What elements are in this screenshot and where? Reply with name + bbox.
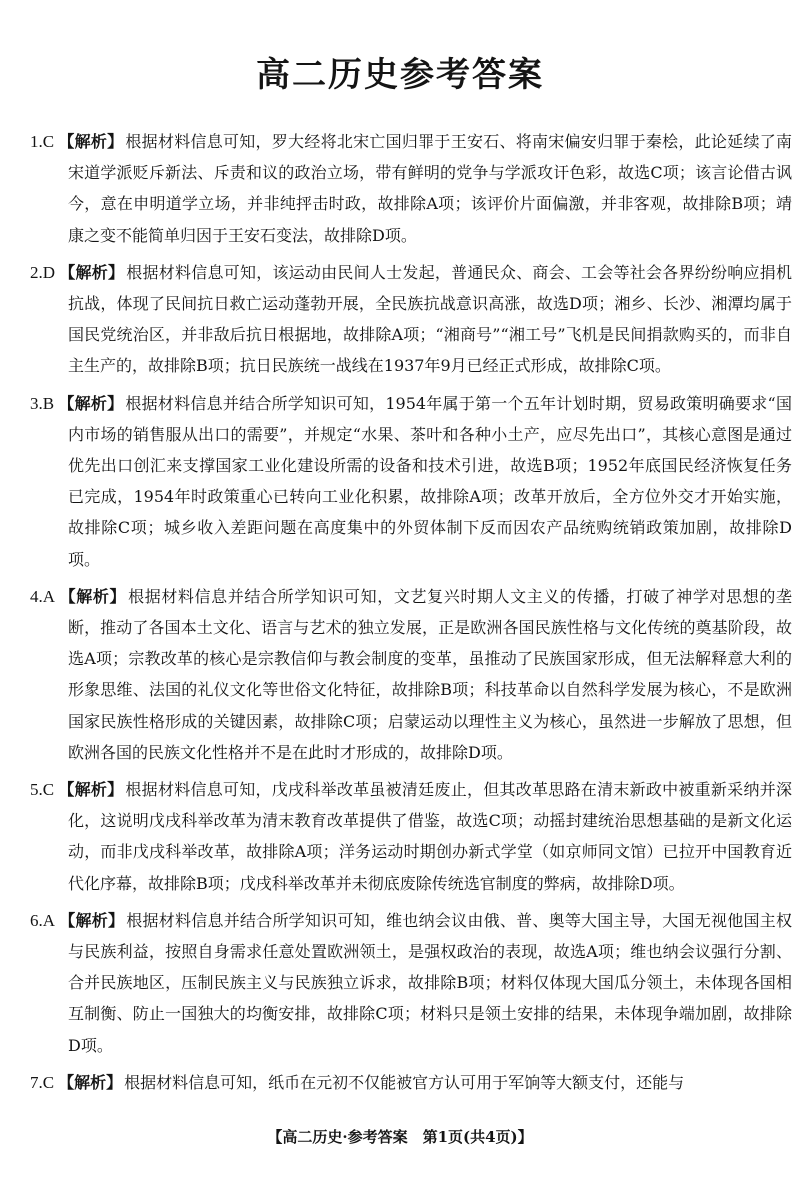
answer-list: [30, 126, 792, 1104]
page-title: 高二历史参考答案: [256, 55, 544, 95]
answer-number: 6.A: [30, 910, 56, 930]
answer-number: 7.C: [30, 1072, 55, 1092]
analysis-tag: 【解析】: [58, 1072, 123, 1092]
answer-text: 根据材料信息并结合所学知识可知，文艺复兴时期人文主义的传播，打破了神学对思想的垄断，推动了各国本土文化、语言与艺术的独立发展，正是欧洲各国民族性格与文化传统的奠基阶段，故选A项；宗教改革的核心是宗教信仰与教会制度的变革，虽推动了民族国家形成，但无法解释意大利的形象思维、法国的礼仪文化等世俗文化特征，故排除B项；科技革命以自然科学发展为核心，不是欧洲国家民族性格形成的关键因素，故排除C项；启蒙运动以理性主义为核心，虽然进一步解放了思想，但欧洲各国的民族文化性格并不是在此时才形成的，故排除D项。: [68, 586, 792, 762]
answer-text: 根据材料信息可知，该运动由民间人士发起，普通民众、商会、工会等社会各界纷纷响应捐机抗战，体现了民间抗日救亡运动蓬勃开展，全民族抗战意识高涨，故选D项；湘乡、长沙、湘潭均属于国民党统治区，并非敌后抗日根据地，故排除A项；“湘商号”“湘工号”飞机是民间捐款购买的，而非自主生产的，故排除B项；抗日民族统一战线在1937年9月已经正式形成，故排除C项。: [68, 262, 792, 376]
answer-item: [30, 257, 792, 382]
answer-item: [30, 126, 792, 251]
analysis-tag: 【解析】: [58, 132, 124, 151]
answer-text: 根据材料信息可知，罗大经将北宋亡国归罪于王安石、将南宋偏安归罪于秦桧，此论延续了南宋道学派贬斥新法、斥责和议的政治立场，带有鲜明的党争与学派攻讦色彩，故选C项；该言论借古讽今，意在申明道学立场，并非纯抨击时政，故排除A项；该评价片面偏激，并非客观，故排除B项；靖康之变不能简单归因于王安石变法，故排除D项。: [68, 132, 792, 245]
answer-number: 1.C: [30, 132, 55, 151]
answer-number: 5.C: [30, 780, 55, 800]
analysis-tag: 【解析】: [58, 780, 124, 800]
answer-item: [30, 388, 792, 575]
analysis-tag: 【解析】: [59, 262, 125, 282]
answer-number: 4.A: [30, 586, 56, 606]
page-footer: 【高二历史·参考答案 第1页(共4页)】: [267, 1128, 533, 1146]
answer-item: [30, 774, 792, 899]
answer-text: 根据材料信息可知，纸币在元初不仅能被官方认可用于军饷等大额支付，还能与: [124, 1072, 685, 1092]
answer-text: 根据材料信息并结合所学知识可知，1954年属于第一个五年计划时期，贸易政策明确要求“国内市场的销售服从出口的需要”，并规定“水果、茶叶和各种小土产，应尽先出口”，其核心意图是通过优先出口创汇来支撑国家工业化建设所需的设备和技术引进，故选B项；1952年底国民经济恢复任务已完成，1954年时政策重心已转向工业化积累，故排除A项；改革开放后，全方位外交才开始实施，故排除C项；城乡收入差距问题在高度集中的外贸体制下反而因农产品统购统销政策加剧，故排除D项。: [68, 393, 792, 569]
answer-number: 2.D: [30, 262, 56, 282]
analysis-tag: 【解析】: [59, 910, 125, 930]
answer-item: [30, 1067, 792, 1098]
answer-text: 根据材料信息可知，戊戌科举改革虽被清廷废止，但其改革思路在清末新政中被重新采纳并深化，这说明戊戌科举改革为清末教育改革提供了借鉴，故选C项；动摇封建统治思想基础的是新文化运动，而非戊戌科举改革，故排除A项；洋务运动时期创办新式学堂（如京师同文馆）已拉开中国教育近代化序幕，故排除B项；戊戌科举改革并未彻底废除传统选官制度的弊病，故排除D项。: [68, 780, 792, 893]
analysis-tag: 【解析】: [58, 393, 124, 413]
answer-item: [30, 905, 792, 1061]
analysis-tag: 【解析】: [59, 586, 127, 606]
answer-number: 3.B: [30, 393, 55, 413]
answer-item: [30, 581, 792, 768]
answer-text: 根据材料信息并结合所学知识可知，维也纳会议由俄、普、奥等大国主导，大国无视他国主权与民族利益，按照自身需求任意处置欧洲领土，是强权政治的表现，故选A项；维也纳会议强行分割、合并民族地区，压制民族主义与民族独立诉求，故排除B项；材料仅体现大国瓜分领土，未体现各国相互制衡、防止一国独大的均衡安排，故排除C项；材料只是领土安排的结果，未体现争端加剧，故排除D项。: [68, 910, 792, 1055]
